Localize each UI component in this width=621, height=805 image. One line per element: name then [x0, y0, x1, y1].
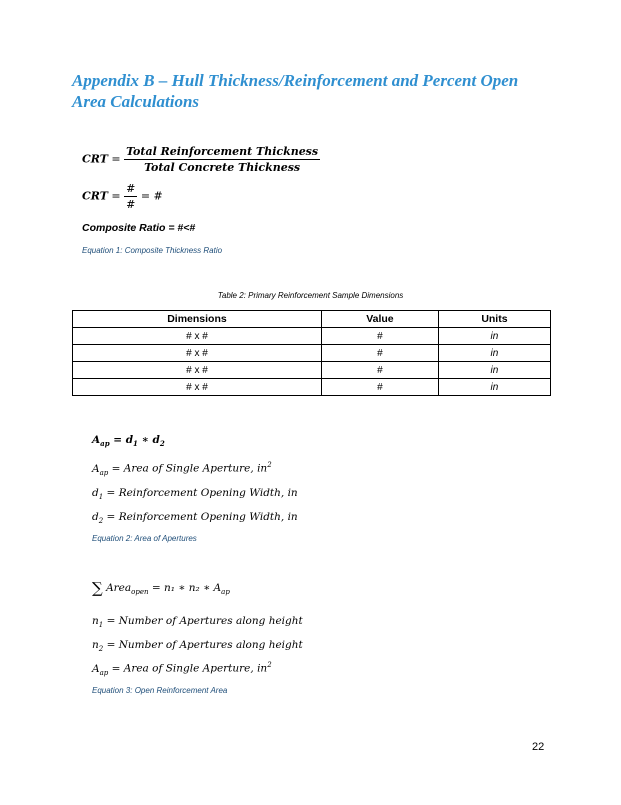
crt-equals: = [111, 152, 121, 166]
cell-dimensions: # x # [73, 345, 322, 362]
n1-definition: $n_1$ = Number of Apertures along height [92, 615, 303, 630]
sum-rhs: = n₁ ∗ n₂ ∗ A [151, 582, 222, 594]
appendix-heading: Appendix B – Hull Thickness/Reinforcement and Percent Open Area Calculations [72, 71, 519, 111]
crt-fraction [124, 145, 320, 174]
cell-value: # [321, 362, 438, 379]
table-row [73, 328, 551, 345]
cell-units: in [438, 379, 550, 396]
sum-rhs-sub: ap [221, 588, 230, 597]
table-header-row [73, 311, 551, 328]
header-value: Value [321, 311, 438, 328]
crt-rhs-2: = # [140, 189, 163, 203]
aap-definition: $A_{ap}$ = Area of Single Aperture, $in^2$ [92, 461, 272, 477]
cell-value: # [321, 379, 438, 396]
header-units: Units [438, 311, 550, 328]
aap-def-text-2: Area of Single Aperture, in [123, 662, 268, 675]
table-row [73, 345, 551, 362]
equation-1-caption: Equation 1: Composite Thickness Ratio [82, 246, 223, 255]
sum-term: Area [106, 582, 132, 594]
n1-def-text: Number of Apertures along height [118, 615, 303, 627]
n2-def-text: Number of Apertures along height [118, 639, 303, 651]
crt-lhs-2: CRT [82, 189, 108, 203]
aap-def-text: Area of Single Aperture, in [123, 462, 268, 475]
open-area-equation: ∑ Area$_{open}$ = n₁ ∗ n₂ ∗ $A_{ap}$ [92, 579, 230, 597]
crt-numerator: Total Reinforcement Thickness [126, 145, 319, 158]
table-row [73, 379, 551, 396]
crt-denominator: Total Concrete Thickness [144, 161, 301, 174]
crt-equation-2: CRT = $\frac{\#}{\#}$ = # [82, 182, 163, 211]
sum-sub: open [131, 588, 149, 597]
cell-value: # [321, 328, 438, 345]
cell-dimensions: # x # [73, 328, 322, 345]
crt-den-2: # [126, 198, 136, 211]
d1-def-text: Reinforcement Opening Width, in [118, 487, 298, 499]
aap-main-equation: $A_{ap} = d_1$ ∗ $d_2$ [92, 434, 165, 449]
page-number: 22 [532, 741, 545, 753]
cell-dimensions: # x # [73, 379, 322, 396]
crt-lhs: CRT [82, 152, 108, 166]
cell-units: in [438, 345, 550, 362]
n2-definition: $n_2$ = Number of Apertures along height [92, 639, 303, 654]
composite-ratio: Composite Ratio = #<# [82, 222, 196, 234]
cell-units: in [438, 328, 550, 345]
equation-3-caption: Equation 3: Open Reinforcement Area [92, 686, 228, 695]
d1-definition: $d_1$ = Reinforcement Opening Width, in [92, 487, 298, 502]
cell-value: # [321, 345, 438, 362]
equation-2-caption: Equation 2: Area of Apertures [92, 534, 197, 543]
table-caption: Table 2: Primary Reinforcement Sample Dimensions [217, 291, 404, 300]
crt-fraction-2 [124, 182, 137, 211]
d2-def-text: Reinforcement Opening Width, in [118, 511, 298, 523]
d2-definition: $d_2$ = Reinforcement Opening Width, in [92, 511, 298, 526]
header-dimensions: Dimensions [73, 311, 322, 328]
aap-definition-2: $A_{ap}$ = Area of Single Aperture, $in^2$ [92, 661, 272, 677]
reinforcement-table [72, 310, 551, 396]
cell-dimensions: # x # [73, 362, 322, 379]
crt-num-2: # [126, 182, 136, 195]
crt-equation [82, 145, 320, 174]
cell-units: in [438, 362, 550, 379]
table-row [73, 362, 551, 379]
